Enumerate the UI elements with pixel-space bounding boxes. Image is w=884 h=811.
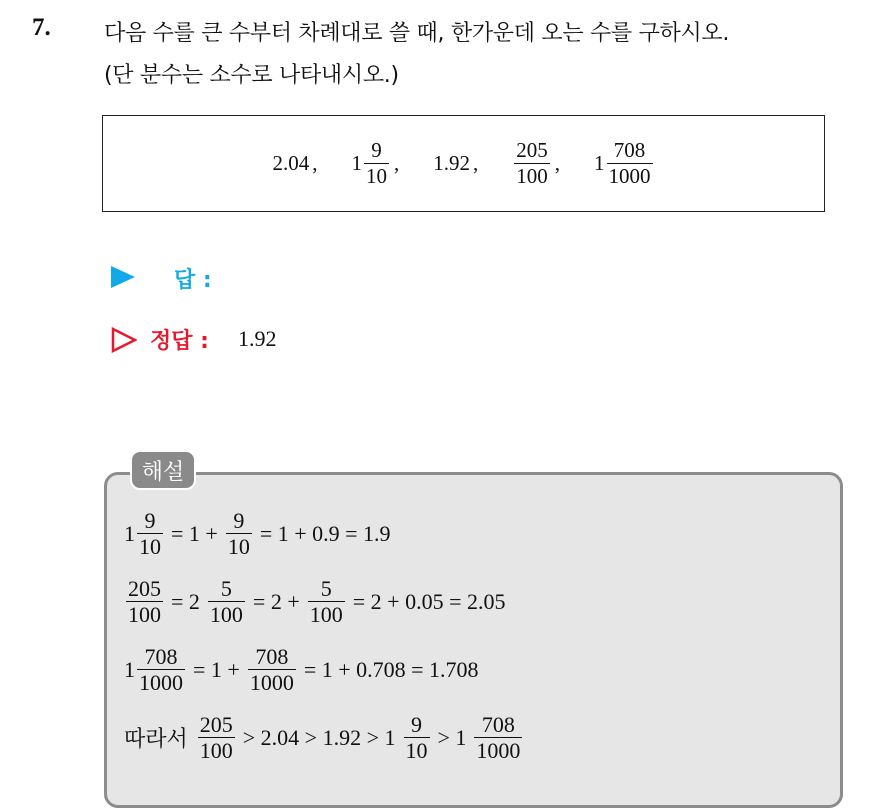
- explanation-tag: 해설: [130, 450, 196, 490]
- fraction: [208, 576, 245, 628]
- number-item-5: [594, 138, 655, 189]
- comparison-text: > 1: [437, 724, 467, 750]
- fraction: [404, 712, 430, 764]
- number-item-1: [273, 151, 318, 176]
- denominator: 1000: [476, 738, 521, 764]
- fraction: [474, 712, 522, 764]
- numerator: 9: [371, 137, 382, 162]
- result-text: = 1 + 0.708 = 1.708: [303, 656, 479, 682]
- operator-text: = 1 +: [193, 656, 240, 682]
- number-item-2: [352, 138, 400, 189]
- number-item-3: [433, 151, 478, 176]
- denominator: 10: [366, 164, 387, 188]
- separator: ,: [473, 151, 479, 175]
- denominator: 100: [309, 602, 343, 628]
- numbers-list: [103, 116, 824, 211]
- number-value: 2.04: [272, 151, 310, 175]
- operator-text: = 1 +: [171, 520, 218, 546]
- comparison-text: > 2.04 > 1.92 > 1: [242, 724, 396, 750]
- conclusion-prefix: 따라서: [124, 727, 188, 753]
- explanation-line-3: [124, 644, 485, 696]
- denominator: 10: [139, 534, 161, 560]
- fraction: [126, 576, 163, 628]
- number-item-4: [512, 138, 560, 189]
- operator-text: = 2: [171, 588, 200, 614]
- whole-part: 1: [124, 520, 135, 546]
- numerator: 205: [199, 712, 233, 737]
- explanation-line-4: [124, 712, 524, 764]
- denominator: 100: [516, 164, 548, 188]
- numerator: 205: [516, 137, 548, 162]
- denominator: 10: [227, 534, 250, 560]
- numerator: 5: [320, 576, 332, 601]
- fraction: [364, 138, 389, 189]
- numerator: 9: [144, 508, 156, 533]
- answer-triangle-icon: [111, 266, 135, 288]
- fraction: [514, 138, 550, 189]
- numerator: 708: [144, 644, 178, 669]
- fraction: [198, 712, 235, 764]
- number-value: 1.92: [433, 151, 470, 175]
- correct-answer-label: 정답 :: [150, 329, 209, 354]
- fraction: [607, 138, 653, 189]
- result-text: = 1 + 0.9 = 1.9: [259, 520, 391, 546]
- whole-part: 1: [594, 151, 605, 175]
- denominator: 1000: [139, 670, 183, 696]
- correct-answer-triangle-icon: [111, 327, 137, 353]
- separator: ,: [554, 151, 560, 175]
- fraction: [137, 644, 185, 696]
- numerator: 205: [128, 576, 161, 601]
- denominator: 100: [199, 738, 233, 764]
- denominator: 1000: [249, 670, 294, 696]
- denominator: 100: [128, 602, 161, 628]
- question-text: 다음 수를 큰 수부터 차례대로 쓸 때, 한가운데 오는 수를 구하시오.: [104, 21, 730, 46]
- answer-label: 답 :: [174, 268, 212, 293]
- correct-answer-value: 1.92: [238, 326, 277, 351]
- denominator: 100: [209, 602, 243, 628]
- denominator: 10: [405, 738, 428, 764]
- numerator: 9: [411, 712, 422, 737]
- numerator: 708: [481, 712, 515, 737]
- question-number: 7.: [32, 14, 51, 41]
- operator-text: = 2 +: [252, 588, 300, 614]
- fraction: [226, 508, 252, 560]
- numbers-box: [102, 115, 825, 212]
- fraction: [248, 644, 296, 696]
- numerator: 5: [220, 576, 232, 601]
- whole-part: 1: [351, 151, 362, 175]
- denominator: 1000: [608, 164, 651, 188]
- numerator: 9: [233, 508, 245, 533]
- separator: ,: [312, 151, 318, 175]
- explanation-line-2: [124, 576, 511, 628]
- question-condition: (단 분수는 소수로 나타내시오.): [104, 63, 399, 88]
- explanation-line-1: [124, 508, 397, 560]
- separator: ,: [394, 151, 400, 175]
- fraction: [308, 576, 345, 628]
- whole-part: 1: [124, 656, 135, 682]
- numerator: 708: [255, 644, 289, 669]
- result-text: = 2 + 0.05 = 2.05: [352, 588, 506, 614]
- numerator: 708: [613, 137, 646, 162]
- fraction: [137, 508, 163, 560]
